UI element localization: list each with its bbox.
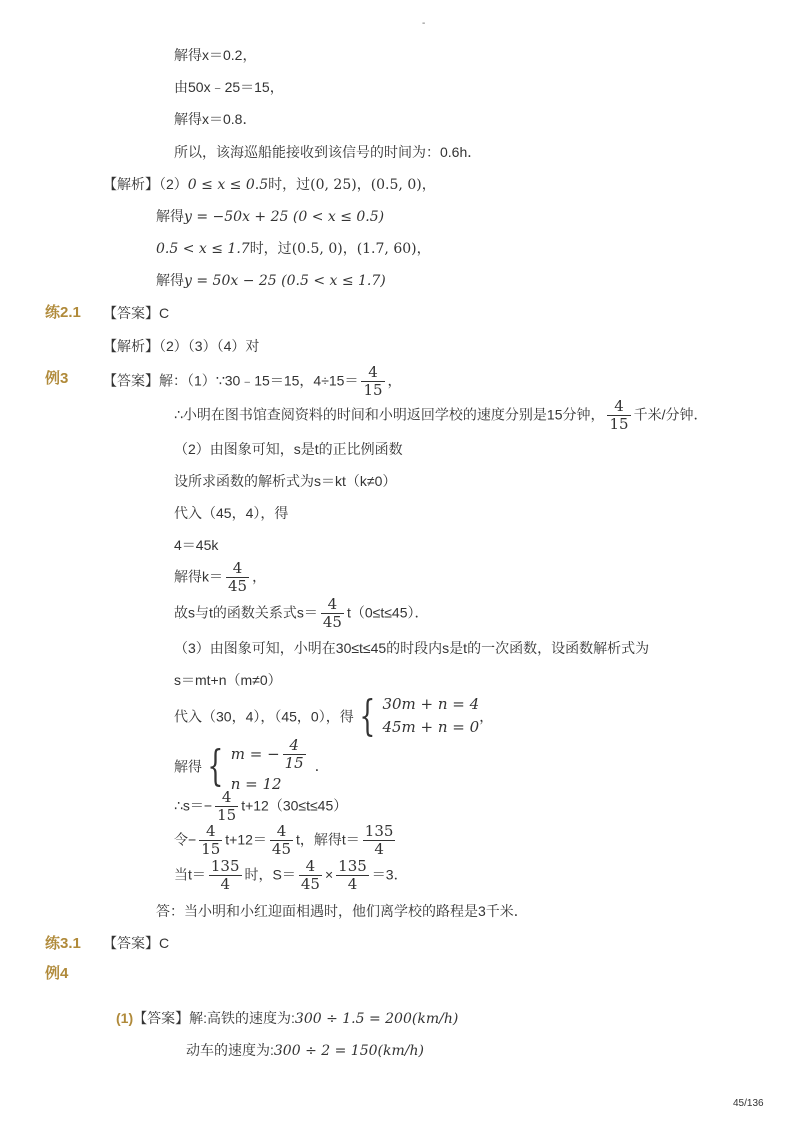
- text-piece: ．: [314, 758, 329, 775]
- math-point: (0.5, 0): [370, 177, 422, 193]
- system-equation: 30m + n = 4: [382, 695, 480, 713]
- text-piece: ∴小明在图书馆查阅资料的时间和小明返回学校的速度分别是15分钟，: [174, 406, 605, 423]
- example-3-line-c: （2）由图象可知，s是t的正比例函数: [174, 441, 403, 457]
- line-solve-x-02: 解得x＝0.2，: [174, 47, 257, 63]
- denominator: 45: [271, 840, 292, 859]
- exercise-2-1-analysis: 【解析】（2）（3）（4）对: [103, 338, 260, 354]
- math-point: (0.5, 0): [291, 241, 343, 257]
- numerator: 4: [321, 596, 344, 614]
- numerator: 4: [226, 560, 249, 578]
- text-piece: ＝3．: [371, 866, 408, 883]
- analysis-line-1: [103, 177, 436, 192]
- text-piece: 时，S＝: [244, 866, 296, 883]
- analysis-line-3: [156, 241, 431, 256]
- text-piece: 解得k＝: [174, 568, 223, 585]
- example-3-line-o: [174, 858, 408, 894]
- example-3-final-answer: 答：当小明和小红迎面相遇时，他们离学校的路程是3千米．: [156, 903, 528, 919]
- equation-system-2: [202, 737, 309, 796]
- text-piece: 时，过: [268, 176, 311, 192]
- fraction-4-45: [321, 596, 344, 632]
- page-number: 45/136: [733, 1098, 764, 1109]
- text-piece: 时，过: [249, 240, 292, 256]
- denominator: 4: [347, 875, 358, 894]
- math-function-2: y = 50x − 25 (0.5 < x ≤ 1.7): [184, 273, 386, 289]
- text-piece: m = −: [230, 744, 280, 763]
- fraction-135-4: [336, 858, 369, 894]
- denominator: 4: [220, 875, 230, 894]
- example-3-line-d: 设所求函数的解析式为s＝kt（k≠0）: [174, 473, 397, 489]
- math-range-1: 0 ≤ x ≤ 0.5: [187, 177, 269, 193]
- text-piece: ，: [416, 240, 431, 256]
- denominator: 45: [300, 875, 320, 894]
- denominator: 4: [374, 840, 384, 859]
- math-speed-dongche: 300 ÷ 2 = 150(km/h): [273, 1043, 424, 1059]
- math-speed-gaotie: 300 ÷ 1.5 = 200(km/h): [294, 1011, 459, 1027]
- text-piece: ∴s＝−: [174, 797, 213, 814]
- example-4-line-a: [116, 1011, 458, 1026]
- text-piece: 当t＝: [174, 866, 206, 883]
- denominator: 15: [201, 840, 221, 859]
- fraction-4-45: [226, 560, 249, 596]
- denominator: 15: [609, 415, 629, 434]
- fraction-4-15: [361, 364, 384, 400]
- example-3-line-n: [174, 823, 398, 859]
- denominator: 15: [284, 754, 304, 773]
- fraction-135-4: [363, 823, 396, 859]
- numerator: 135: [210, 857, 240, 875]
- numerator: 135: [364, 822, 394, 840]
- analysis-line-4: [156, 273, 386, 288]
- fraction-4-15: [199, 823, 222, 859]
- fraction-4-15: [215, 789, 238, 825]
- math-point: (0, 25): [310, 177, 357, 193]
- analysis-line-2: [156, 209, 384, 224]
- numerator: 135: [338, 857, 367, 875]
- text-piece: 【答案】解:高铁的速度为:: [133, 1010, 295, 1026]
- text-piece: 故s与t的函数关系式s＝: [174, 604, 318, 621]
- example-3-line-l: [174, 737, 329, 796]
- denominator: 45: [228, 577, 248, 596]
- example-3-line-e: 代入（45，4），得: [174, 505, 289, 521]
- system-equation: 45m + n = 0: [382, 718, 480, 737]
- exercise-tag-3-1: 练3.1: [45, 935, 81, 952]
- line-solve-x-08: 解得x＝0.8．: [174, 111, 257, 127]
- example-3-line-b: [174, 398, 707, 434]
- example-3-line-m: [174, 789, 347, 825]
- math-range-2: 0.5 < x ≤ 1.7: [156, 241, 250, 257]
- text-piece: 【答案】解：（1）∵30﹣15＝15，4÷15＝: [103, 372, 359, 389]
- text-piece: ，: [387, 372, 402, 389]
- numerator: 4: [607, 398, 630, 416]
- denominator: 45: [322, 613, 342, 632]
- example-3-line-f: 4＝45k: [174, 537, 219, 553]
- numerator: 4: [270, 823, 293, 841]
- text-piece: ，: [356, 176, 371, 192]
- times-sign: ×: [324, 866, 334, 883]
- text-piece: 解得: [156, 272, 184, 288]
- fraction-4-45: [270, 823, 293, 859]
- math-point: (1.7, 60): [356, 241, 417, 257]
- header-mark: -: [422, 18, 426, 29]
- text-piece: 令−: [174, 831, 197, 848]
- numerator: 4: [199, 823, 222, 841]
- example-tag-3: 例3: [45, 370, 69, 387]
- math-function-1: y = −50x + 25 (0 < x ≤ 0.5): [184, 209, 385, 225]
- text-piece: t+12＝: [225, 831, 267, 848]
- exercise-2-1-answer: 【答案】C: [103, 305, 170, 321]
- line-equation-50x: 由50x﹣25＝15，: [174, 79, 284, 95]
- numerator: 4: [215, 789, 238, 807]
- example-3-line-k: [174, 693, 493, 740]
- example-4-line-b: [186, 1043, 424, 1058]
- left-brace-icon: {: [207, 741, 224, 791]
- numerator: 4: [299, 858, 322, 876]
- analysis-label: 【解析】（2）: [103, 176, 188, 192]
- example-3-line-i: （3）由图象可知，小明在30≤t≤45的时段内s是t的一次函数，设函数解析式为: [174, 640, 650, 656]
- line-conclusion: 所以，该海巡船能接收到该信号的时间为：0.6h．: [174, 144, 482, 160]
- text-piece: ，: [252, 568, 267, 585]
- text-piece: 千米/分钟．: [633, 406, 708, 423]
- example-3-line-j: s＝mt+n（m≠0）: [174, 672, 282, 688]
- system-equation: [231, 737, 309, 773]
- text-piece: 动车的速度为:: [186, 1042, 274, 1058]
- text-piece: t+12（30≤t≤45）: [241, 797, 348, 814]
- left-brace-icon: {: [359, 691, 376, 741]
- numerator: 4: [361, 364, 384, 382]
- fraction-4-45: [299, 858, 322, 894]
- example-3-line-a: [103, 364, 402, 400]
- fraction-4-15: [607, 398, 630, 434]
- equation-system-1: [354, 693, 479, 740]
- text-piece: 代入（30，4），（45，0），得: [174, 708, 354, 725]
- numerator: 4: [283, 737, 306, 755]
- denominator: 15: [217, 806, 237, 825]
- fraction-4-15-small: [283, 737, 306, 773]
- example-3-line-h: [174, 596, 429, 632]
- text-piece: ，: [342, 240, 357, 256]
- text-piece: t，解得t＝: [296, 831, 360, 848]
- denominator: 15: [363, 381, 383, 400]
- exercise-tag-2-1: 练2.1: [45, 304, 81, 321]
- text-piece: ，: [421, 176, 436, 192]
- text-piece: ，: [479, 708, 494, 725]
- text-piece: 解得: [156, 208, 184, 224]
- system-equation: n = 12: [230, 774, 282, 793]
- exercise-3-1-answer: 【答案】C: [103, 935, 170, 951]
- text-piece: 解得: [174, 758, 202, 775]
- example-tag-4: 例4: [45, 965, 69, 982]
- fraction-135-4: [209, 858, 242, 894]
- example-3-line-g: [174, 560, 266, 596]
- part-tag-1: (1): [116, 1010, 134, 1026]
- text-piece: t（0≤t≤45）．: [346, 604, 429, 621]
